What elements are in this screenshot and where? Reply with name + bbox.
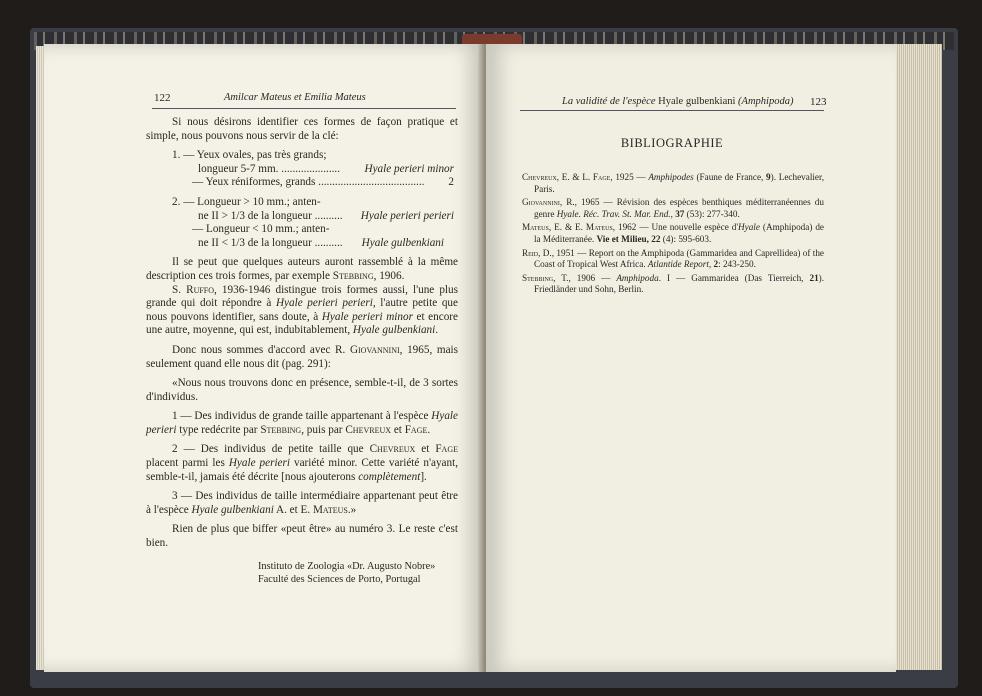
paragraph: Donc nous sommes d'accord avec R. Giovannini, 1965, mais seulement quand elle nous dit (pag. 291): — [146, 343, 458, 370]
author-address: Instituto de Zoologia «Dr. Augusto Nobre» Faculté des Sciences de Porto, Portugal — [258, 561, 436, 585]
left-page-number: 122 — [154, 92, 171, 104]
reference-entry: Giovannini, R., 1965 — Révision des espèces benthiques méditerranéennes du genre Hyale. Réc. Trav. St. Mar. End., 37 (53): 277-340. — [522, 197, 824, 219]
left-running-head: Amilcar Mateus et Emilia Mateus — [224, 92, 366, 103]
reference-entry: Mateus, E. & E. Mateus, 1962 — Une nouvelle espèce d'Hyale (Amphipoda) de la Méditerranée. Vie et Milieu, 22 (4): 595-603. — [522, 222, 825, 244]
key-line: 2. — Longueur > 10 mm.; anten- — [172, 195, 321, 208]
quote-paragraph: 1 — Des individus de grande taille appartenant à l'espèce Hyale perieri type redécrite par Stebbing, puis par Chevreux et Fage. — [146, 410, 458, 436]
reference-entry: Reid, D., 1951 — Report on the Amphipoda (Gammaridea and Caprellidea) of the Coast of Tropical West Africa. Atlantide Report, 2: 243-250. — [522, 247, 825, 270]
right-page-number: 123 — [810, 96, 827, 108]
key-line: longueur 5-7 mm. ..................... Hyale perieri minor — [198, 162, 454, 175]
key-line: — Longueur < 10 mm.; anten- — [192, 223, 330, 236]
left-head-rule — [152, 108, 456, 109]
closing-paragraph: Rien de plus que biffer «peut être» au numéro 3. Le reste c'est bien. — [146, 523, 458, 550]
left-body — [146, 116, 458, 551]
paragraph: S. Ruffo, 1936-1946 distingue trois formes aussi, l'une plus grande qui doit répondre à Hyale perieri perieri, l'autre petite que nous pouvons identifier, sans doute, à Hyale perieri minor et encore une autre, moyenne, qui est, indubitablement, Hyale gulbenkiani. — [146, 283, 458, 337]
key-line: — Yeux réniformes, grands ...................................... 2 — [192, 176, 454, 189]
right-running-head: La validité de l'espèce Hyale gulbenkiani (Amphipoda) — [562, 96, 794, 107]
reference-entry: Stebbing, T., 1906 — Amphipoda. I — Gammaridea (Das Tierreich, 21). Friedländer und Sohn, Berlin. — [522, 272, 825, 295]
bibliography-list — [522, 172, 824, 298]
reference-entry: Chevreux, E. & L. Fage, 1925 — Amphipodes (Faune de France, 9). Lechevalier, Paris. — [522, 172, 824, 194]
bibliography-title: BIBLIOGRAPHIE — [620, 136, 724, 150]
right-head-rule — [520, 110, 824, 111]
identification-key — [146, 149, 458, 250]
paragraph: Il se peut que quelques auteurs auront rassemblé à la même description ces trois formes, par exemple Stebbing, 1906. — [146, 256, 458, 282]
quote-paragraph: «Nous nous trouvons donc en présence, semble-t-il, de 3 sortes d'individus. — [146, 377, 458, 403]
intro-paragraph: Si nous désirons identifier ces formes de façon pratique et simple, nous pouvons nous servir de la clé: — [146, 116, 458, 142]
key-line: ne II < 1/3 de la longueur .......... Hyale gulbenkiani — [198, 236, 444, 249]
quote-paragraph: 2 — Des individus de petite taille que Chevreux et Fage placent parmi les Hyale perieri variété minor. Cette variété n'ayant, semble-t-il, jamais été décrite [nous ajouterons complètement]. — [146, 443, 459, 483]
right-page-edges — [894, 44, 942, 670]
quote-paragraph: 3 — Des individus de taille intermédiaire appartenant peut être à l'espèce Hyale gulbenkiani A. et E. Mateus.» — [146, 490, 458, 516]
key-line: ne II > 1/3 de la longueur .......... Hyale perieri perieri — [198, 209, 454, 222]
key-line: 1. — Yeux ovales, pas très grands; — [172, 149, 327, 162]
